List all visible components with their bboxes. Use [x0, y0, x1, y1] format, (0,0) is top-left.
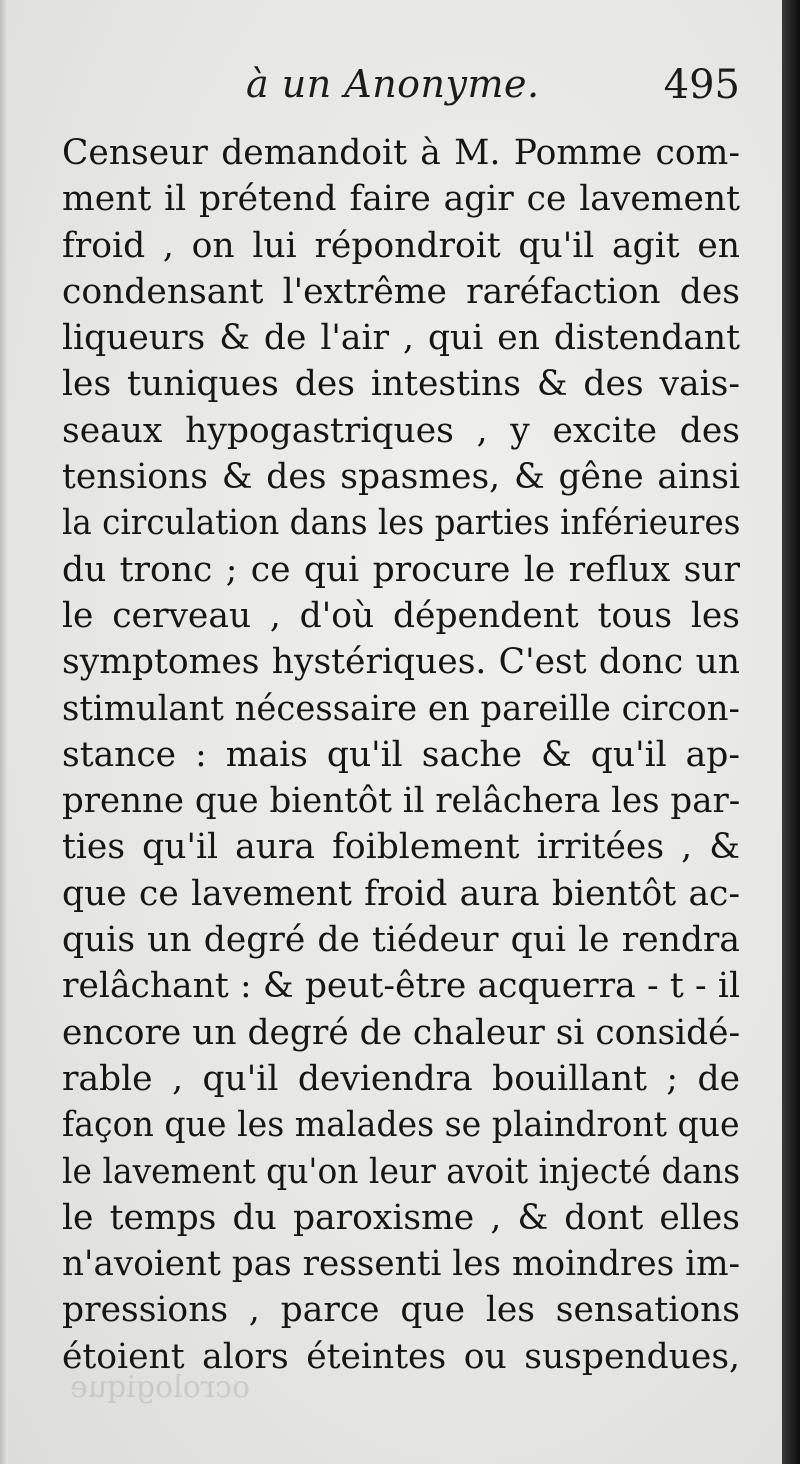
text-line: les tuniques des intestins & des vais-	[62, 364, 740, 405]
text-line: rable , qu'il deviendra bouillant ; de	[62, 1058, 740, 1099]
text-line: quis un degré de tiédeur qui le rendra	[62, 920, 740, 961]
text-line: que ce lavement froid aura bientôt ac-	[62, 873, 740, 914]
text-line: stance : mais qu'il sache & qu'il ap-	[62, 734, 740, 775]
text-line: le cerveau , d'où dépendent tous les	[62, 595, 740, 636]
text-line: seaux hypogastriques , y excite des	[62, 410, 740, 451]
text-line: le temps du paroxisme , & dont elles	[62, 1197, 740, 1238]
running-head	[60, 62, 740, 122]
text-line: stimulant nécessaire en pareille circon-	[62, 688, 740, 729]
text-line: ties qu'il aura foiblement irritées , &	[62, 827, 740, 868]
page-left-edge	[0, 0, 8, 1464]
text-line: n'avoient pas ressenti les moindres im-	[62, 1244, 741, 1285]
text-line: froid , on lui répondroit qu'il agit en	[62, 225, 740, 266]
text-line: condensant l'extrême raréfaction des	[62, 271, 740, 312]
text-line: le lavement qu'on leur avoit injecté dans	[62, 1151, 741, 1192]
text-line: tensions & des spasmes, & gêne ainsi	[62, 457, 740, 498]
page-number: 495	[663, 62, 740, 108]
bleed-through-text: ocrologique	[70, 1370, 250, 1405]
text-line: relâchant : & peut-être acquerra - t - il	[62, 966, 740, 1007]
text-line: pressions , parce que les sensations	[62, 1290, 740, 1331]
text-line: encore un degré de chaleur si considé-	[62, 1012, 741, 1053]
book-gutter-shadow	[782, 0, 800, 1464]
text-line: liqueurs & de l'air , qui en distendant	[62, 318, 740, 359]
text-line: Censeur demandoit à M. Pomme com-	[62, 133, 740, 173]
body-text	[62, 130, 740, 1380]
text-line: façon que les malades se plaindront que	[62, 1105, 740, 1146]
text-line: étoient alors éteintes ou suspendues,	[62, 1336, 740, 1377]
text-line: ment il prétend faire agir ce lavement	[62, 179, 740, 220]
text-line: la circulation dans les parties inférieures	[62, 503, 741, 544]
running-title: à un Anonyme.	[246, 62, 540, 106]
text-line: symptomes hystériques. C'est donc un	[62, 642, 740, 683]
text-line: du tronc ; ce qui procure le reflux sur	[62, 549, 740, 590]
text-line: prenne que bientôt il relâchera les par-	[62, 781, 741, 822]
